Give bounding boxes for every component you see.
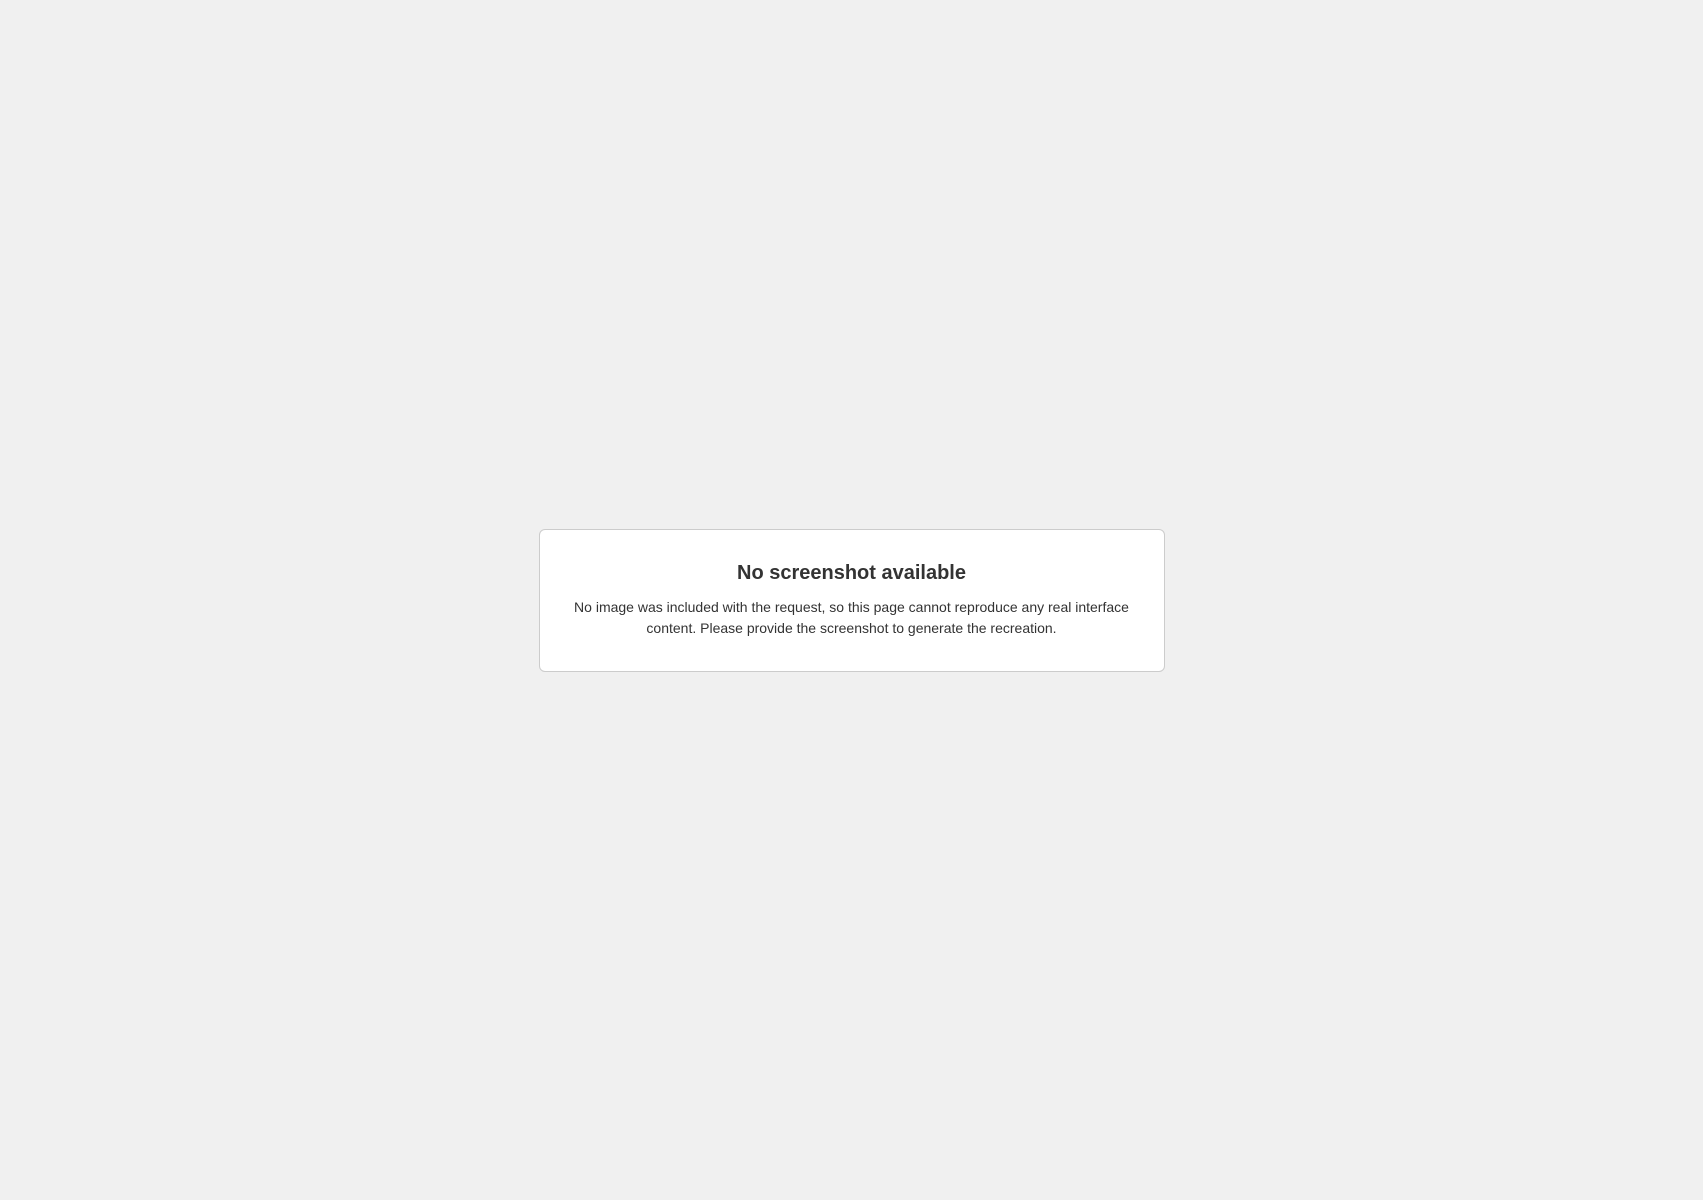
missing-image-notice [539,529,1165,672]
notice-title: No screenshot available [737,561,966,584]
notice-text: No image was included with the request, so this page cannot reproduce any real interface content. Please provide the screenshot to generate the recreation. [574,598,1129,636]
